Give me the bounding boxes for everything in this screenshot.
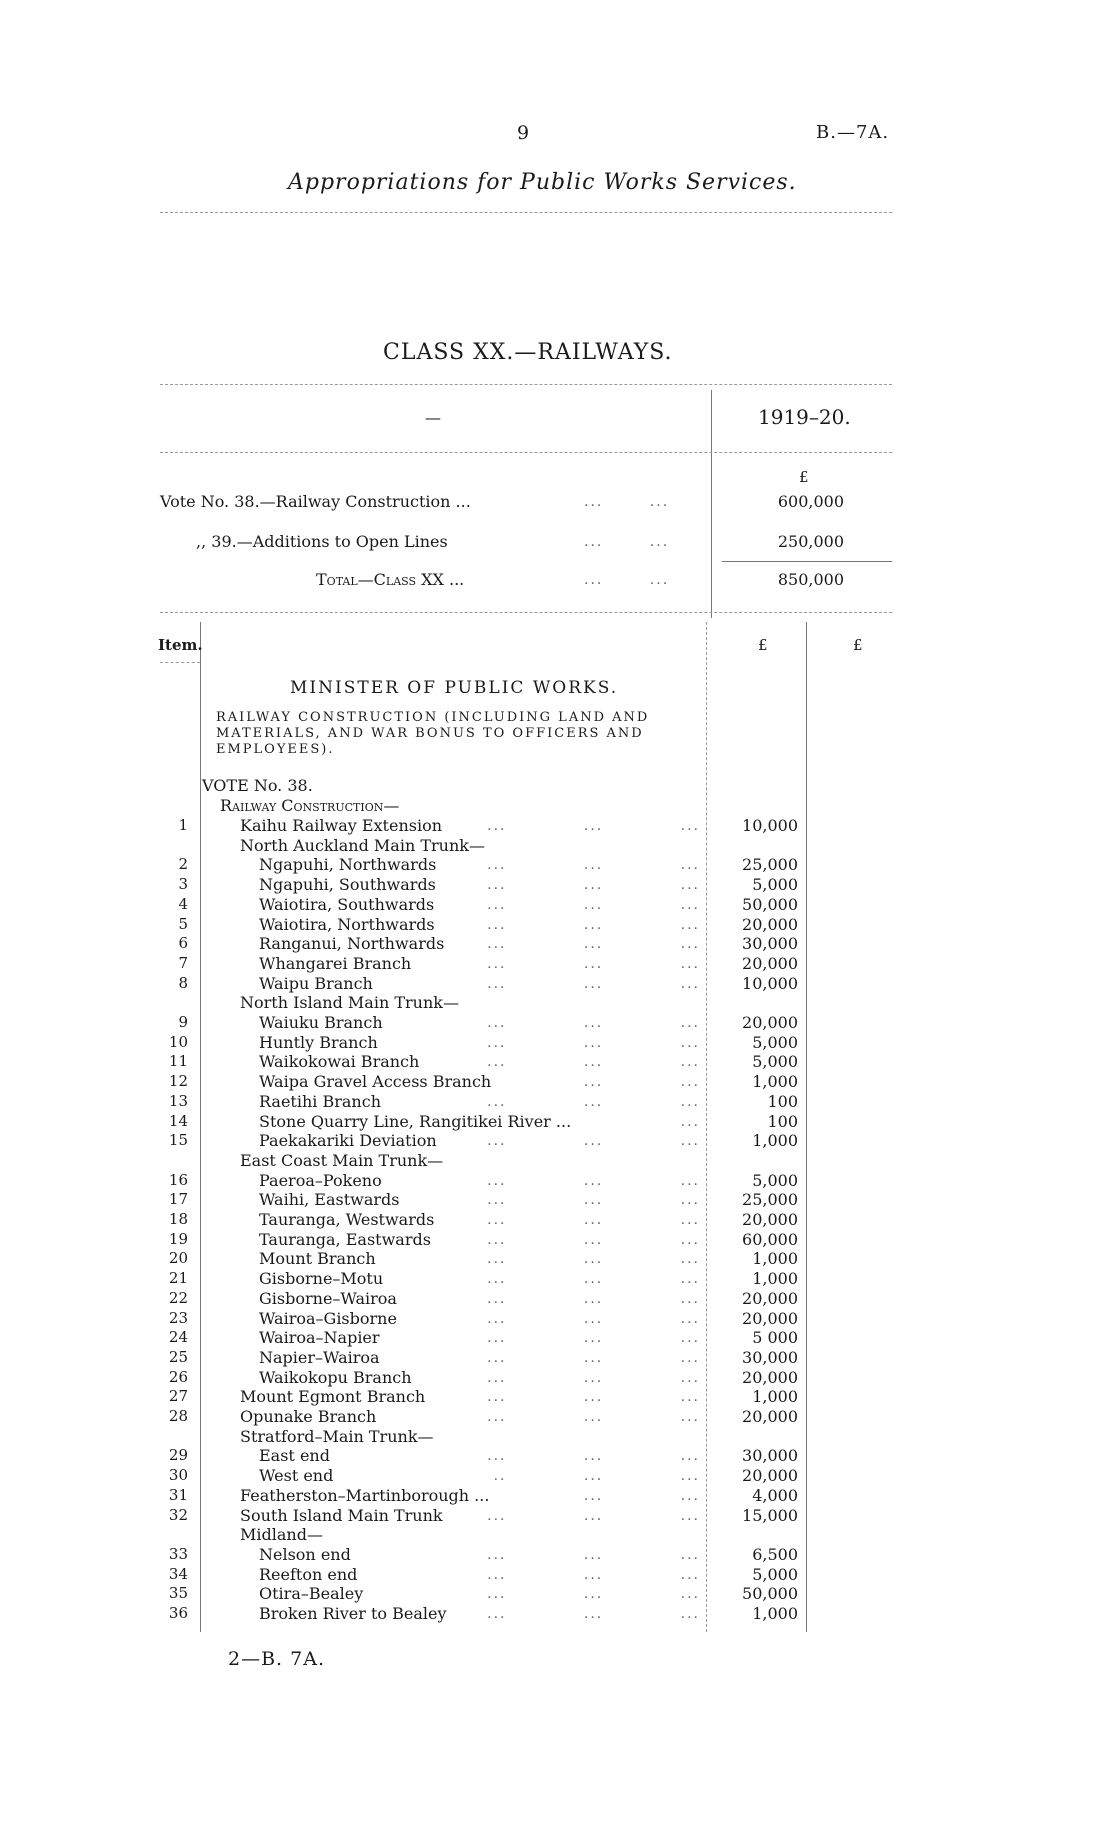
item-number: 7 bbox=[178, 954, 188, 972]
item-number: 31 bbox=[168, 1486, 188, 1504]
item-leader-dots: ... bbox=[680, 1114, 700, 1130]
item-description: Napier–Wairoa bbox=[259, 1348, 380, 1367]
item-description: Featherston–Martinborough ... bbox=[240, 1486, 490, 1505]
summary-year-header: 1919–20. bbox=[758, 405, 851, 429]
item-leader-dots: ... ... ... bbox=[487, 1035, 700, 1051]
item-amount: 20,000 bbox=[742, 1407, 798, 1426]
item-amount: 15,000 bbox=[742, 1506, 798, 1525]
item-description: East Coast Main Trunk— bbox=[240, 1151, 444, 1170]
item-number: 8 bbox=[178, 974, 188, 992]
item-amount: 50,000 bbox=[742, 1584, 798, 1603]
item-description: Ranganui, Northwards bbox=[259, 934, 445, 953]
item-amount: 5,000 bbox=[752, 1171, 798, 1190]
item-leader-dots: ... ... ... bbox=[487, 1547, 700, 1563]
item-amount: 10,000 bbox=[742, 816, 798, 835]
item-leader-dots: ... ... ... bbox=[487, 1330, 700, 1346]
item-description: Tauranga, Westwards bbox=[259, 1210, 435, 1229]
item-leader-dots: ... ... ... bbox=[487, 936, 700, 952]
appropriation-subheading-line: RAILWAY CONSTRUCTION (INCLUDING LAND AND bbox=[216, 710, 650, 725]
item-number: 30 bbox=[168, 1466, 188, 1484]
item-number: 12 bbox=[168, 1072, 188, 1090]
item-number: 24 bbox=[168, 1328, 188, 1346]
item-number: 34 bbox=[168, 1565, 188, 1583]
item-amount: 25,000 bbox=[742, 1190, 798, 1209]
item-description: Stone Quarry Line, Rangitikei River ... bbox=[259, 1112, 572, 1131]
item-leader-dots: ... ... ... bbox=[487, 1448, 700, 1464]
item-amount: 4,000 bbox=[752, 1486, 798, 1505]
summary-row-label: Vote No. 38.—Railway Construction ... bbox=[160, 492, 471, 511]
item-description: Otira–Bealey bbox=[259, 1584, 364, 1603]
item-leader-dots: ... ... ... bbox=[487, 1586, 700, 1602]
item-leader-dots: ... ... ... bbox=[487, 1015, 700, 1031]
item-description: Midland— bbox=[240, 1525, 323, 1544]
item-number: 25 bbox=[168, 1348, 188, 1366]
item-number: 5 bbox=[178, 915, 188, 933]
item-number: 4 bbox=[178, 895, 188, 913]
item-number: 22 bbox=[168, 1289, 188, 1307]
item-leader-dots: ... ... ... bbox=[487, 1232, 700, 1248]
item-leader-dots: ... ... ... bbox=[487, 1409, 700, 1425]
item-number: 36 bbox=[168, 1604, 188, 1622]
item-leader-dots: ... ... ... bbox=[487, 1192, 700, 1208]
item-number: 15 bbox=[168, 1131, 188, 1149]
item-leader-dots: ... ... ... bbox=[487, 1389, 700, 1405]
item-leader-dots: ... ... ... bbox=[487, 1370, 700, 1386]
item-description: Waikokopu Branch bbox=[259, 1368, 412, 1387]
item-amount: 25,000 bbox=[742, 855, 798, 874]
item-amount: 100 bbox=[767, 1092, 798, 1111]
summary-total-amount: 850,000 bbox=[777, 570, 844, 589]
item-amount: 20,000 bbox=[742, 1210, 798, 1229]
document-reference: B.—7A. bbox=[816, 122, 890, 143]
total-column-divider bbox=[806, 622, 807, 1632]
item-amount: 10,000 bbox=[742, 974, 798, 993]
item-leader-dots: ... ... ... bbox=[487, 1350, 700, 1366]
item-number: 29 bbox=[168, 1446, 188, 1464]
item-amount: 20,000 bbox=[742, 1013, 798, 1032]
item-number: 21 bbox=[168, 1269, 188, 1287]
item-amount: 20,000 bbox=[742, 1289, 798, 1308]
item-amount: 1,000 bbox=[752, 1072, 798, 1091]
item-description: Nelson end bbox=[259, 1545, 351, 1564]
currency-header-amount: £ bbox=[758, 636, 768, 654]
item-amount: 30,000 bbox=[742, 1348, 798, 1367]
item-leader-dots: ... ... ... bbox=[487, 897, 700, 913]
item-description: Huntly Branch bbox=[259, 1033, 378, 1052]
item-amount: 50,000 bbox=[742, 895, 798, 914]
item-amount: 30,000 bbox=[742, 934, 798, 953]
item-leader-dots: ... ... ... bbox=[487, 917, 700, 933]
item-column-divider bbox=[200, 622, 201, 1632]
item-number: 23 bbox=[168, 1309, 188, 1327]
ministry-heading: MINISTER OF PUBLIC WORKS. bbox=[290, 678, 619, 698]
item-amount: 1,000 bbox=[752, 1269, 798, 1288]
item-description: Stratford–Main Trunk— bbox=[240, 1427, 434, 1446]
item-description: Opunake Branch bbox=[240, 1407, 377, 1426]
item-number: 32 bbox=[168, 1506, 188, 1524]
item-description: Waipu Branch bbox=[259, 974, 373, 993]
summary-total-label: Total—Class XX ... bbox=[316, 570, 465, 589]
item-description: South Island Main Trunk bbox=[240, 1506, 443, 1525]
summary-header-rule bbox=[160, 452, 892, 453]
item-number: 19 bbox=[168, 1230, 188, 1248]
item-leader-dots: ... ... ... bbox=[487, 1212, 700, 1228]
item-number: 6 bbox=[178, 934, 188, 952]
summary-row-amount: 600,000 bbox=[777, 492, 844, 511]
item-amount: 1,000 bbox=[752, 1131, 798, 1150]
item-number: 18 bbox=[168, 1210, 188, 1228]
item-description: Wairoa–Napier bbox=[259, 1328, 380, 1347]
item-amount: 60,000 bbox=[742, 1230, 798, 1249]
item-description: Raetihi Branch bbox=[259, 1092, 381, 1111]
item-description: Broken River to Bealey bbox=[259, 1604, 447, 1623]
item-amount: 20,000 bbox=[742, 1309, 798, 1328]
item-amount: 20,000 bbox=[742, 1368, 798, 1387]
item-description: Waipa Gravel Access Branch bbox=[259, 1072, 492, 1091]
item-leader-dots: ... ... ... bbox=[487, 976, 700, 992]
summary-total-dots: ... ... bbox=[584, 572, 670, 588]
summary-row-label: ,, 39.—Additions to Open Lines bbox=[196, 532, 448, 551]
item-leader-dots: ... ... ... bbox=[487, 1311, 700, 1327]
item-leader-dots: ... ... ... bbox=[487, 1606, 700, 1622]
item-leader-dots: ... ... ... bbox=[487, 857, 700, 873]
page-number: 9 bbox=[517, 122, 530, 144]
item-header-rule bbox=[160, 662, 200, 663]
item-amount: 1,000 bbox=[752, 1604, 798, 1623]
item-description: Gisborne–Motu bbox=[259, 1269, 384, 1288]
item-description: Waiuku Branch bbox=[259, 1013, 383, 1032]
item-description: Kaihu Railway Extension bbox=[240, 816, 443, 835]
item-description: Paekakariki Deviation bbox=[259, 1131, 437, 1150]
item-leader-dots: ... ... bbox=[583, 1074, 700, 1090]
item-description: North Auckland Main Trunk— bbox=[240, 836, 485, 855]
item-description: Mount Egmont Branch bbox=[240, 1387, 426, 1406]
item-leader-dots: ... ... ... bbox=[487, 1094, 700, 1110]
item-leader-dots: ... ... ... bbox=[487, 1291, 700, 1307]
item-number: 17 bbox=[168, 1190, 188, 1208]
item-description: Tauranga, Eastwards bbox=[259, 1230, 431, 1249]
page-subtitle: Appropriations for Public Works Services. bbox=[288, 170, 797, 195]
header-rule bbox=[160, 212, 892, 213]
item-number: 28 bbox=[168, 1407, 188, 1425]
item-description: Waikokowai Branch bbox=[259, 1052, 420, 1071]
item-number: 33 bbox=[168, 1545, 188, 1563]
item-description: West end bbox=[259, 1466, 334, 1485]
item-description: Paeroa–Pokeno bbox=[259, 1171, 382, 1190]
item-number: 13 bbox=[168, 1092, 188, 1110]
item-amount: 5,000 bbox=[752, 1052, 798, 1071]
summary-row-amount: 250,000 bbox=[777, 532, 844, 551]
item-leader-dots: ... ... ... bbox=[487, 956, 700, 972]
total-rule bbox=[722, 561, 892, 562]
item-description: Waiotira, Southwards bbox=[259, 895, 435, 914]
item-leader-dots: ... ... ... bbox=[487, 1054, 700, 1070]
item-amount: 5,000 bbox=[752, 1033, 798, 1052]
item-amount: 5,000 bbox=[752, 1565, 798, 1584]
item-description: Mount Branch bbox=[259, 1249, 376, 1268]
item-number: 16 bbox=[168, 1171, 188, 1189]
item-description: Reefton end bbox=[259, 1565, 358, 1584]
item-number: 2 bbox=[178, 855, 188, 873]
item-number: 20 bbox=[168, 1249, 188, 1267]
item-leader-dots: .. ... ... bbox=[493, 1468, 700, 1484]
footer-signature: 2—B. 7A. bbox=[228, 1648, 325, 1670]
item-description: Ngapuhi, Southwards bbox=[259, 875, 436, 894]
item-leader-dots: ... ... ... bbox=[487, 1567, 700, 1583]
item-amount: 5,000 bbox=[752, 875, 798, 894]
item-amount: 100 bbox=[767, 1112, 798, 1131]
class-title: CLASS XX.—RAILWAYS. bbox=[383, 340, 673, 365]
item-amount: 30,000 bbox=[742, 1446, 798, 1465]
item-amount: 1,000 bbox=[752, 1249, 798, 1268]
item-description: Wairoa–Gisborne bbox=[259, 1309, 397, 1328]
item-leader-dots: ... ... ... bbox=[487, 1173, 700, 1189]
summary-top-rule bbox=[160, 384, 892, 385]
item-amount: 1,000 bbox=[752, 1387, 798, 1406]
item-number: 27 bbox=[168, 1387, 188, 1405]
summary-bottom-rule bbox=[160, 612, 892, 613]
item-amount: 20,000 bbox=[742, 915, 798, 934]
item-leader-dots: ... ... ... bbox=[487, 1133, 700, 1149]
item-leader-dots: ... ... ... bbox=[487, 877, 700, 893]
summary-currency: £ bbox=[799, 468, 809, 486]
item-amount: 6,500 bbox=[752, 1545, 798, 1564]
item-number: 9 bbox=[178, 1013, 188, 1031]
item-number: 10 bbox=[168, 1033, 188, 1051]
vote-label: VOTE No. 38. bbox=[202, 776, 313, 795]
item-leader-dots: ... ... ... bbox=[487, 1508, 700, 1524]
item-number: 1 bbox=[178, 816, 188, 834]
item-description: Waihi, Eastwards bbox=[259, 1190, 400, 1209]
item-header: Item. bbox=[158, 636, 203, 654]
section-label: Railway Construction— bbox=[220, 796, 400, 815]
item-amount: 20,000 bbox=[742, 1466, 798, 1485]
item-description: Ngapuhi, Northwards bbox=[259, 855, 437, 874]
item-description: Gisborne–Wairoa bbox=[259, 1289, 397, 1308]
summary-dash: — bbox=[425, 408, 441, 427]
appropriation-subheading-line: MATERIALS, AND WAR BONUS TO OFFICERS AND bbox=[216, 726, 644, 741]
item-amount: 5 000 bbox=[752, 1328, 798, 1347]
currency-header-total: £ bbox=[853, 636, 863, 654]
item-leader-dots: ... ... ... bbox=[487, 1251, 700, 1267]
summary-row-dots: ... ... bbox=[584, 534, 670, 550]
item-leader-dots: ... ... ... bbox=[487, 1271, 700, 1287]
item-description: Waiotira, Northwards bbox=[259, 915, 435, 934]
item-description: East end bbox=[259, 1446, 330, 1465]
appropriation-subheading-line: EMPLOYEES). bbox=[216, 742, 335, 757]
item-description: North Island Main Trunk— bbox=[240, 993, 459, 1012]
item-number: 14 bbox=[168, 1112, 188, 1130]
item-number: 26 bbox=[168, 1368, 188, 1386]
item-description: Whangarei Branch bbox=[259, 954, 412, 973]
item-leader-dots: ... ... bbox=[583, 1488, 700, 1504]
item-number: 35 bbox=[168, 1584, 188, 1602]
item-number: 11 bbox=[168, 1052, 188, 1070]
item-amount: 20,000 bbox=[742, 954, 798, 973]
item-leader-dots: ... ... ... bbox=[487, 818, 700, 834]
item-number: 3 bbox=[178, 875, 188, 893]
summary-row-dots: ... ... bbox=[584, 494, 670, 510]
